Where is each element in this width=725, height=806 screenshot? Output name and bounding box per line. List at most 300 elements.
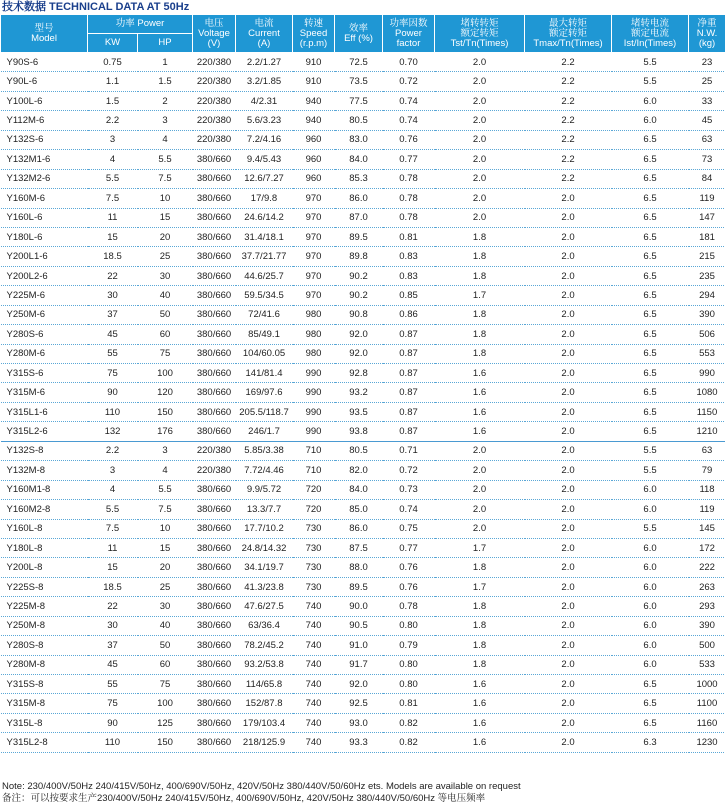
cell-net-weight: 181	[689, 227, 725, 246]
cell-power-factor: 0.78	[383, 208, 435, 227]
cell-model: Y250M-6	[1, 305, 88, 324]
header-power-factor: 功率因数 Power factor	[383, 15, 435, 53]
cell-power-factor: 0.77	[383, 150, 435, 169]
cell-tmax-tn: 2.2	[525, 53, 612, 72]
cell-speed: 980	[293, 344, 335, 363]
cell-speed: 720	[293, 500, 335, 519]
cell-ist-in: 6.5	[612, 364, 689, 383]
cell-net-weight: 63	[689, 130, 725, 149]
cell-tst-tn: 1.8	[435, 597, 525, 616]
cell-net-weight: 263	[689, 577, 725, 596]
cell-power-factor: 0.87	[383, 402, 435, 421]
cell-model: Y160M1-8	[1, 480, 88, 499]
cell-tmax-tn: 2.0	[525, 597, 612, 616]
cell-power-factor: 0.87	[383, 364, 435, 383]
table-row	[1, 111, 725, 130]
cell-power-factor: 0.82	[383, 713, 435, 732]
cell-hp: 176	[138, 422, 193, 441]
cell-model: Y132M1-6	[1, 150, 88, 169]
cell-current: 41.3/23.8	[236, 577, 293, 596]
cell-voltage: 380/660	[193, 189, 236, 208]
cell-efficiency: 91.7	[335, 655, 383, 674]
cell-tmax-tn: 2.2	[525, 72, 612, 91]
cell-ist-in: 6.5	[612, 130, 689, 149]
cell-net-weight: 390	[689, 305, 725, 324]
cell-tst-tn: 1.8	[435, 247, 525, 266]
table-row	[1, 189, 725, 208]
cell-speed: 910	[293, 72, 335, 91]
cell-speed: 730	[293, 519, 335, 538]
cell-efficiency: 93.3	[335, 733, 383, 752]
cell-tst-tn: 1.6	[435, 694, 525, 713]
cell-efficiency: 72.5	[335, 53, 383, 72]
cell-power-factor: 0.81	[383, 694, 435, 713]
cell-efficiency: 92.5	[335, 694, 383, 713]
cell-voltage: 220/380	[193, 130, 236, 149]
cell-kw: 45	[88, 655, 138, 674]
cell-current: 114/65.8	[236, 675, 293, 694]
table-row	[1, 558, 725, 577]
cell-voltage: 380/660	[193, 364, 236, 383]
cell-power-factor: 0.87	[383, 344, 435, 363]
cell-net-weight: 235	[689, 266, 725, 285]
cell-power-factor: 0.78	[383, 169, 435, 188]
table-row	[1, 53, 725, 72]
cell-tst-tn: 1.8	[435, 616, 525, 635]
cell-kw: 110	[88, 402, 138, 421]
cell-tst-tn: 1.6	[435, 733, 525, 752]
cell-tst-tn: 1.8	[435, 305, 525, 324]
cell-tmax-tn: 2.0	[525, 422, 612, 441]
cell-ist-in: 6.0	[612, 597, 689, 616]
cell-hp: 40	[138, 286, 193, 305]
cell-voltage: 380/660	[193, 266, 236, 285]
cell-ist-in: 5.5	[612, 461, 689, 480]
cell-ist-in: 6.5	[612, 422, 689, 441]
cell-model: Y200L-8	[1, 558, 88, 577]
cell-hp: 4	[138, 130, 193, 149]
cell-ist-in: 6.5	[612, 325, 689, 344]
cell-tmax-tn: 2.0	[525, 441, 612, 460]
cell-net-weight: 222	[689, 558, 725, 577]
cell-voltage: 380/660	[193, 480, 236, 499]
cell-model: Y280M-6	[1, 344, 88, 363]
header-speed: 转速 Speed (r.p.m)	[293, 15, 335, 53]
cell-ist-in: 6.0	[612, 577, 689, 596]
cell-voltage: 380/660	[193, 538, 236, 557]
cell-tst-tn: 1.6	[435, 383, 525, 402]
cell-current: 3.2/1.85	[236, 72, 293, 91]
cell-power-factor: 0.80	[383, 616, 435, 635]
cell-net-weight: 172	[689, 538, 725, 557]
table-row	[1, 655, 725, 674]
cell-ist-in: 6.5	[612, 344, 689, 363]
cell-tmax-tn: 2.0	[525, 558, 612, 577]
cell-hp: 30	[138, 266, 193, 285]
cell-voltage: 220/380	[193, 72, 236, 91]
cell-tmax-tn: 2.0	[525, 344, 612, 363]
cell-current: 152/87.8	[236, 694, 293, 713]
cell-hp: 60	[138, 655, 193, 674]
cell-tmax-tn: 2.0	[525, 286, 612, 305]
cell-efficiency: 85.3	[335, 169, 383, 188]
cell-ist-in: 6.5	[612, 713, 689, 732]
cell-model: Y315S-8	[1, 675, 88, 694]
cell-kw: 132	[88, 422, 138, 441]
cell-net-weight: 79	[689, 461, 725, 480]
cell-efficiency: 87.5	[335, 538, 383, 557]
cell-speed: 730	[293, 577, 335, 596]
cell-efficiency: 90.8	[335, 305, 383, 324]
cell-ist-in: 6.0	[612, 91, 689, 110]
cell-model: Y180L-6	[1, 227, 88, 246]
cell-hp: 120	[138, 383, 193, 402]
cell-speed: 970	[293, 227, 335, 246]
cell-power-factor: 0.82	[383, 733, 435, 752]
cell-kw: 4	[88, 150, 138, 169]
cell-voltage: 380/660	[193, 247, 236, 266]
cell-model: Y160L-6	[1, 208, 88, 227]
cell-power-factor: 0.74	[383, 91, 435, 110]
cell-current: 47.6/27.5	[236, 597, 293, 616]
cell-kw: 30	[88, 616, 138, 635]
cell-current: 2.2/1.27	[236, 53, 293, 72]
cell-speed: 940	[293, 91, 335, 110]
cell-model: Y315L-8	[1, 713, 88, 732]
cell-hp: 50	[138, 636, 193, 655]
cell-current: 44.6/25.7	[236, 266, 293, 285]
cell-ist-in: 6.5	[612, 189, 689, 208]
cell-current: 37.7/21.77	[236, 247, 293, 266]
cell-hp: 3	[138, 111, 193, 130]
cell-current: 5.6/3.23	[236, 111, 293, 130]
cell-hp: 5.5	[138, 150, 193, 169]
table-row	[1, 344, 725, 363]
cell-tmax-tn: 2.0	[525, 227, 612, 246]
cell-voltage: 380/660	[193, 169, 236, 188]
table-row	[1, 150, 725, 169]
cell-speed: 740	[293, 655, 335, 674]
cell-voltage: 380/660	[193, 383, 236, 402]
cell-current: 63/36.4	[236, 616, 293, 635]
cell-kw: 75	[88, 694, 138, 713]
cell-speed: 960	[293, 150, 335, 169]
cell-efficiency: 84.0	[335, 150, 383, 169]
cell-kw: 110	[88, 733, 138, 752]
table-row	[1, 422, 725, 441]
cell-model: Y280M-8	[1, 655, 88, 674]
cell-power-factor: 0.72	[383, 72, 435, 91]
cell-kw: 2.2	[88, 111, 138, 130]
cell-net-weight: 84	[689, 169, 725, 188]
cell-tmax-tn: 2.2	[525, 111, 612, 130]
cell-net-weight: 147	[689, 208, 725, 227]
cell-hp: 30	[138, 597, 193, 616]
cell-tst-tn: 1.6	[435, 422, 525, 441]
cell-current: 7.72/4.46	[236, 461, 293, 480]
cell-hp: 150	[138, 402, 193, 421]
cell-model: Y280S-6	[1, 325, 88, 344]
cell-tst-tn: 2.0	[435, 53, 525, 72]
cell-kw: 15	[88, 558, 138, 577]
cell-hp: 150	[138, 733, 193, 752]
cell-tmax-tn: 2.2	[525, 91, 612, 110]
cell-hp: 125	[138, 713, 193, 732]
cell-hp: 60	[138, 325, 193, 344]
cell-speed: 910	[293, 53, 335, 72]
cell-model: Y160M-6	[1, 189, 88, 208]
header-max-torque: 最大转矩 额定转矩 Tmax/Tn(Times)	[525, 15, 612, 53]
cell-tst-tn: 2.0	[435, 480, 525, 499]
cell-hp: 7.5	[138, 500, 193, 519]
cell-power-factor: 0.87	[383, 383, 435, 402]
cell-net-weight: 1100	[689, 694, 725, 713]
cell-ist-in: 5.5	[612, 519, 689, 538]
cell-kw: 22	[88, 597, 138, 616]
cell-kw: 11	[88, 538, 138, 557]
table-row	[1, 538, 725, 557]
table-row	[1, 519, 725, 538]
cell-tst-tn: 2.0	[435, 111, 525, 130]
cell-efficiency: 83.0	[335, 130, 383, 149]
cell-efficiency: 84.0	[335, 480, 383, 499]
cell-model: Y180L-8	[1, 538, 88, 557]
cell-model: Y315L1-6	[1, 402, 88, 421]
table-row	[1, 169, 725, 188]
cell-ist-in: 6.0	[612, 558, 689, 577]
cell-model: Y132S-6	[1, 130, 88, 149]
header-locked-rotor-current: 堵转电流 额定电流 Ist/In(Times)	[612, 15, 689, 53]
cell-ist-in: 6.0	[612, 500, 689, 519]
header-efficiency: 效率 Eff (%)	[335, 15, 383, 53]
header-locked-rotor-torque: 堵转转矩 额定转矩 Tst/Tn(Times)	[435, 15, 525, 53]
note-english: Note: 230/400V/50Hz 240/415V/50Hz, 400/690V/50Hz, 420V/50Hz 380/440V/50/60Hz ets. Models are available on request	[2, 781, 521, 792]
cell-tmax-tn: 2.0	[525, 733, 612, 752]
cell-ist-in: 6.5	[612, 169, 689, 188]
cell-efficiency: 88.0	[335, 558, 383, 577]
cell-speed: 740	[293, 733, 335, 752]
cell-tmax-tn: 2.0	[525, 519, 612, 538]
cell-hp: 100	[138, 364, 193, 383]
cell-ist-in: 6.5	[612, 247, 689, 266]
cell-speed: 960	[293, 130, 335, 149]
cell-power-factor: 0.80	[383, 675, 435, 694]
cell-tmax-tn: 2.0	[525, 480, 612, 499]
table-row	[1, 636, 725, 655]
cell-tmax-tn: 2.0	[525, 675, 612, 694]
cell-voltage: 380/660	[193, 208, 236, 227]
cell-voltage: 220/380	[193, 461, 236, 480]
cell-voltage: 380/660	[193, 286, 236, 305]
cell-tst-tn: 2.0	[435, 150, 525, 169]
cell-ist-in: 6.5	[612, 402, 689, 421]
cell-power-factor: 0.87	[383, 325, 435, 344]
eight-pole-group	[1, 441, 725, 752]
cell-speed: 740	[293, 616, 335, 635]
cell-current: 7.2/4.16	[236, 130, 293, 149]
cell-kw: 22	[88, 266, 138, 285]
header-net-weight: 净重 N.W.(kg)	[689, 15, 725, 53]
cell-power-factor: 0.71	[383, 441, 435, 460]
cell-current: 9.4/5.43	[236, 150, 293, 169]
cell-net-weight: 1230	[689, 733, 725, 752]
cell-tst-tn: 1.7	[435, 286, 525, 305]
cell-speed: 990	[293, 422, 335, 441]
cell-efficiency: 93.2	[335, 383, 383, 402]
cell-tmax-tn: 2.0	[525, 305, 612, 324]
cell-ist-in: 6.5	[612, 227, 689, 246]
cell-efficiency: 89.5	[335, 577, 383, 596]
cell-tst-tn: 1.8	[435, 558, 525, 577]
header-power: 功率 Power	[88, 15, 193, 34]
cell-net-weight: 215	[689, 247, 725, 266]
cell-kw: 37	[88, 305, 138, 324]
cell-current: 31.4/18.1	[236, 227, 293, 246]
cell-model: Y315M-8	[1, 694, 88, 713]
cell-tst-tn: 1.6	[435, 713, 525, 732]
cell-ist-in: 5.5	[612, 53, 689, 72]
cell-model: Y200L2-6	[1, 266, 88, 285]
cell-tst-tn: 1.8	[435, 227, 525, 246]
cell-hp: 1	[138, 53, 193, 72]
cell-tmax-tn: 2.0	[525, 325, 612, 344]
cell-tmax-tn: 2.0	[525, 713, 612, 732]
cell-kw: 11	[88, 208, 138, 227]
cell-kw: 3	[88, 130, 138, 149]
table-row	[1, 383, 725, 402]
six-pole-group	[1, 53, 725, 442]
cell-kw: 3	[88, 461, 138, 480]
cell-kw: 75	[88, 364, 138, 383]
cell-tmax-tn: 2.2	[525, 169, 612, 188]
cell-ist-in: 6.5	[612, 694, 689, 713]
cell-power-factor: 0.78	[383, 189, 435, 208]
cell-voltage: 380/660	[193, 227, 236, 246]
cell-tmax-tn: 2.0	[525, 655, 612, 674]
cell-power-factor: 0.83	[383, 266, 435, 285]
cell-speed: 730	[293, 538, 335, 557]
cell-net-weight: 73	[689, 150, 725, 169]
cell-efficiency: 86.0	[335, 519, 383, 538]
cell-hp: 3	[138, 441, 193, 460]
cell-net-weight: 533	[689, 655, 725, 674]
cell-model: Y160L-8	[1, 519, 88, 538]
cell-hp: 10	[138, 189, 193, 208]
cell-kw: 55	[88, 344, 138, 363]
cell-tst-tn: 1.6	[435, 364, 525, 383]
cell-tst-tn: 2.0	[435, 441, 525, 460]
cell-efficiency: 82.0	[335, 461, 383, 480]
cell-current: 85/49.1	[236, 325, 293, 344]
cell-voltage: 380/660	[193, 616, 236, 635]
cell-current: 4/2.31	[236, 91, 293, 110]
cell-voltage: 380/660	[193, 655, 236, 674]
cell-hp: 20	[138, 558, 193, 577]
cell-ist-in: 6.5	[612, 208, 689, 227]
cell-speed: 740	[293, 694, 335, 713]
cell-power-factor: 0.85	[383, 286, 435, 305]
cell-tst-tn: 2.0	[435, 208, 525, 227]
cell-model: Y225M-8	[1, 597, 88, 616]
cell-ist-in: 6.0	[612, 480, 689, 499]
cell-tmax-tn: 2.2	[525, 150, 612, 169]
cell-model: Y225S-8	[1, 577, 88, 596]
cell-speed: 710	[293, 441, 335, 460]
table-row	[1, 266, 725, 285]
cell-tmax-tn: 2.0	[525, 616, 612, 635]
cell-model: Y132S-8	[1, 441, 88, 460]
cell-ist-in: 6.0	[612, 538, 689, 557]
cell-speed: 990	[293, 402, 335, 421]
cell-tst-tn: 1.8	[435, 655, 525, 674]
cell-current: 218/125.9	[236, 733, 293, 752]
cell-hp: 15	[138, 208, 193, 227]
cell-speed: 710	[293, 461, 335, 480]
cell-voltage: 380/660	[193, 519, 236, 538]
cell-speed: 990	[293, 383, 335, 402]
cell-voltage: 380/660	[193, 150, 236, 169]
cell-current: 13.3/7.7	[236, 500, 293, 519]
cell-tst-tn: 2.0	[435, 72, 525, 91]
cell-kw: 55	[88, 675, 138, 694]
cell-efficiency: 80.5	[335, 441, 383, 460]
cell-voltage: 380/660	[193, 675, 236, 694]
cell-ist-in: 6.0	[612, 655, 689, 674]
cell-hp: 1.5	[138, 72, 193, 91]
cell-efficiency: 92.8	[335, 364, 383, 383]
cell-tmax-tn: 2.0	[525, 461, 612, 480]
cell-voltage: 220/380	[193, 111, 236, 130]
cell-ist-in: 6.0	[612, 636, 689, 655]
cell-current: 169/97.6	[236, 383, 293, 402]
table-row	[1, 305, 725, 324]
cell-net-weight: 1080	[689, 383, 725, 402]
cell-ist-in: 6.5	[612, 305, 689, 324]
table-row	[1, 597, 725, 616]
cell-ist-in: 6.3	[612, 733, 689, 752]
cell-model: Y100L-6	[1, 91, 88, 110]
table-row	[1, 130, 725, 149]
cell-tmax-tn: 2.2	[525, 130, 612, 149]
cell-net-weight: 500	[689, 636, 725, 655]
cell-power-factor: 0.74	[383, 111, 435, 130]
cell-power-factor: 0.75	[383, 519, 435, 538]
table-row	[1, 325, 725, 344]
header-model: 型号 Model	[1, 15, 88, 53]
cell-tst-tn: 1.7	[435, 577, 525, 596]
cell-power-factor: 0.83	[383, 247, 435, 266]
cell-speed: 740	[293, 597, 335, 616]
cell-net-weight: 293	[689, 597, 725, 616]
cell-efficiency: 92.0	[335, 675, 383, 694]
cell-speed: 970	[293, 286, 335, 305]
cell-tst-tn: 1.8	[435, 344, 525, 363]
page-title: 技术数据 TECHNICAL DATA AT 50Hz	[2, 1, 190, 13]
cell-kw: 5.5	[88, 500, 138, 519]
cell-tst-tn: 1.6	[435, 675, 525, 694]
cell-efficiency: 87.0	[335, 208, 383, 227]
cell-voltage: 220/380	[193, 91, 236, 110]
cell-kw: 0.75	[88, 53, 138, 72]
cell-power-factor: 0.70	[383, 53, 435, 72]
cell-efficiency: 92.0	[335, 344, 383, 363]
cell-ist-in: 5.5	[612, 72, 689, 91]
cell-net-weight: 119	[689, 500, 725, 519]
cell-efficiency: 90.2	[335, 286, 383, 305]
cell-ist-in: 6.0	[612, 111, 689, 130]
table-row	[1, 91, 725, 110]
cell-efficiency: 90.2	[335, 266, 383, 285]
